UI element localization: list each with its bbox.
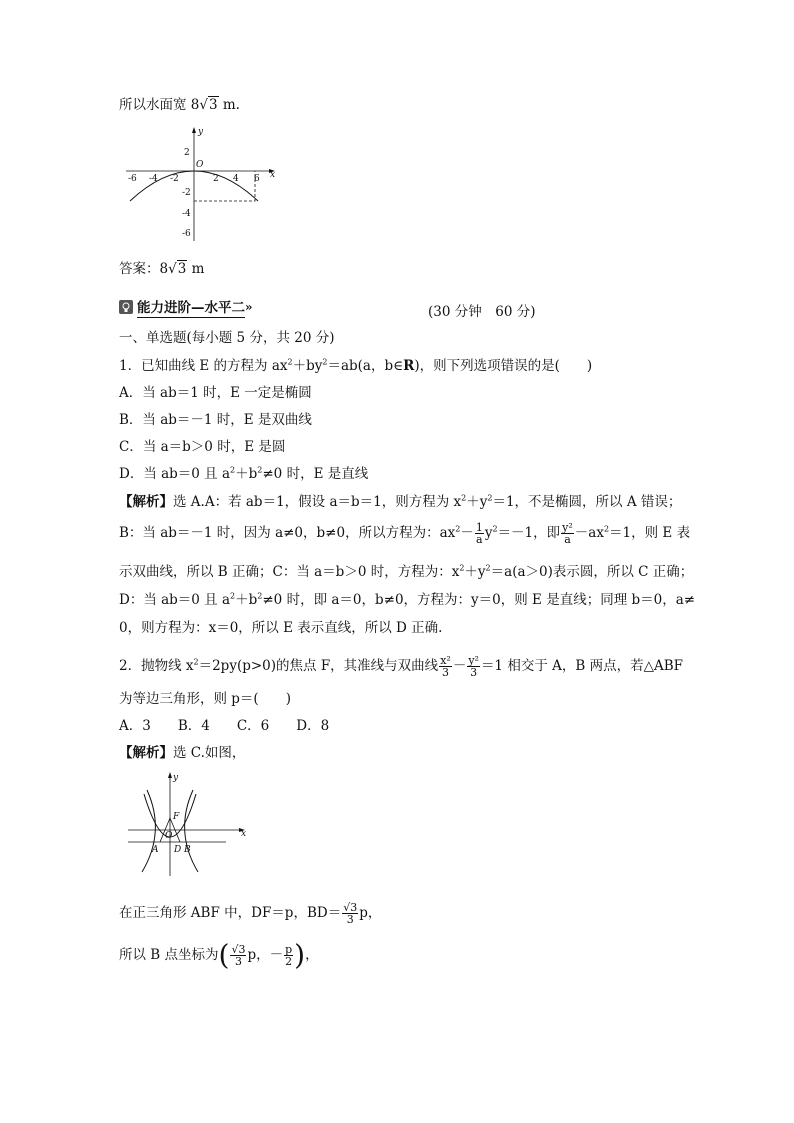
axis-x-label: x	[241, 829, 247, 839]
q2-stem-line2: 为等边三角形，则 p＝( )	[119, 691, 291, 707]
q1-option-b: B．当 ab＝－1 时，E 是双曲线	[119, 412, 312, 428]
lightbulb-icon	[119, 300, 133, 314]
q1-option-a: A．当 ab＝1 时，E 一定是椭圆	[119, 385, 312, 401]
q2-stem: 2．抛物线 $x^2=2py(p>0)$的焦点 F，其准线与双曲线 $\frac{\text{x²}}{3}$ － $\frac{\text{y²}}{3}$ ＝1 相交于 A，B 两点，若△ABF	[119, 654, 683, 679]
single-choice-title: 一、单选题(每小题 5 分，共 20 分)	[119, 330, 335, 346]
point-a-label: A	[152, 845, 159, 855]
hyperbola-left-branch	[142, 790, 155, 872]
section-arrows: »	[245, 300, 253, 314]
q2-solution-intro: 【解析】选 C.如图，	[119, 745, 246, 761]
q1-solution-line2: B：当 ab＝－1 时，因为 a≠0，b≠0，所以方程为：$ax^2-$ $\frac{1}{a}$ $y^2=-1$，即 $\frac{\text{y²}}{a}$ $-ax^2=1$，则 E 表	[119, 521, 691, 546]
y-tick: -4	[182, 209, 191, 219]
q1-solution-line1: 【解析】选 A.A：若 ab＝1，假设 a＝b＝1，则方程为 $x^2+y^2=1$，不是椭圆，所以 A 错误；	[119, 493, 682, 510]
dashed-guide	[194, 171, 255, 201]
section-header	[119, 296, 253, 318]
point-f-label: F	[173, 812, 180, 822]
y-tick: 2	[184, 148, 190, 158]
answer-prefix: 答案：8	[119, 261, 169, 277]
parabola-hyperbola-graph	[122, 770, 250, 880]
point-b-label: B	[184, 845, 191, 855]
x-tick: 2	[213, 174, 219, 184]
x-tick: -2	[170, 174, 179, 184]
x-tick: 4	[233, 174, 239, 184]
solution-tag: 【解析】	[119, 745, 173, 761]
x-tick: 6	[254, 174, 260, 184]
q1-option-c: C．当 a＝b＞0 时，E 是圆	[119, 439, 286, 455]
q1-solution-line5: 0，则方程为：x＝0，所以 E 表示直线，所以 D 正确.	[119, 620, 443, 636]
solution-tag: 【解析】	[119, 494, 173, 510]
answer-line: 答案：8√3 m	[119, 261, 205, 277]
point-d-label: D	[174, 845, 182, 855]
section-time: (30 分钟 60 分)	[428, 304, 536, 320]
q1-stem: 1．已知曲线 E 的方程为 $ax^2+by^2=ab(a$，b∈R)，则下列选项错误的是( )	[119, 357, 593, 374]
axis-x-label: x	[270, 170, 276, 180]
hyperbola-right-branch	[185, 790, 198, 872]
water-width-line: 所以水面宽 8√3 m.	[119, 97, 240, 113]
parabola-graph	[120, 125, 280, 245]
answer-unit: m	[187, 261, 205, 277]
water-width-unit: m.	[218, 97, 240, 113]
y-tick: -6	[182, 229, 191, 239]
x-tick: -6	[128, 174, 137, 184]
q2-options: A．3 B．4 C．6 D．8	[119, 718, 330, 734]
q1-option-d: D．当 ab＝0 且 $a^2+b^2\ne 0$ 时，E 是直线	[119, 465, 369, 482]
q1-solution-line3: 示双曲线，所以 B 正确；C：当 a＝b＞0 时，方程为：$x^2+y^2=a(a>0)$表示圆，所以 C 正确；	[119, 563, 694, 580]
q2-solution-line-b: 所以 B 点坐标为( $\frac{√3}{3}$ p，－ $\frac{p}{2}$ )，	[119, 938, 319, 972]
q1-solution-line4: D：当 ab＝0 且 $a^2+b^2\ne 0$ 时，即 a＝0，b≠0，方程为：y＝0，则 E 是直线；同理 b＝0，a≠	[119, 591, 696, 608]
origin-label: O	[165, 831, 173, 841]
axis-y-label: y	[198, 127, 204, 137]
y-axis-arrow	[168, 772, 172, 778]
y-tick: -2	[182, 188, 191, 198]
y-axis-arrow	[192, 127, 196, 133]
axis-y-label: y	[173, 773, 179, 783]
origin-label: O	[196, 160, 204, 170]
water-width-radicand: 3	[209, 97, 218, 113]
section-title: 能力进阶—水平二	[137, 296, 245, 318]
x-tick: -4	[149, 174, 158, 184]
water-width-prefix: 所以水面宽 8	[119, 97, 200, 113]
answer-radicand: 3	[177, 261, 187, 277]
q2-solution-line-a: 在正三角形 ABF 中，DF＝p，BD＝ $\frac{√3}{3}$ p，	[119, 901, 382, 926]
